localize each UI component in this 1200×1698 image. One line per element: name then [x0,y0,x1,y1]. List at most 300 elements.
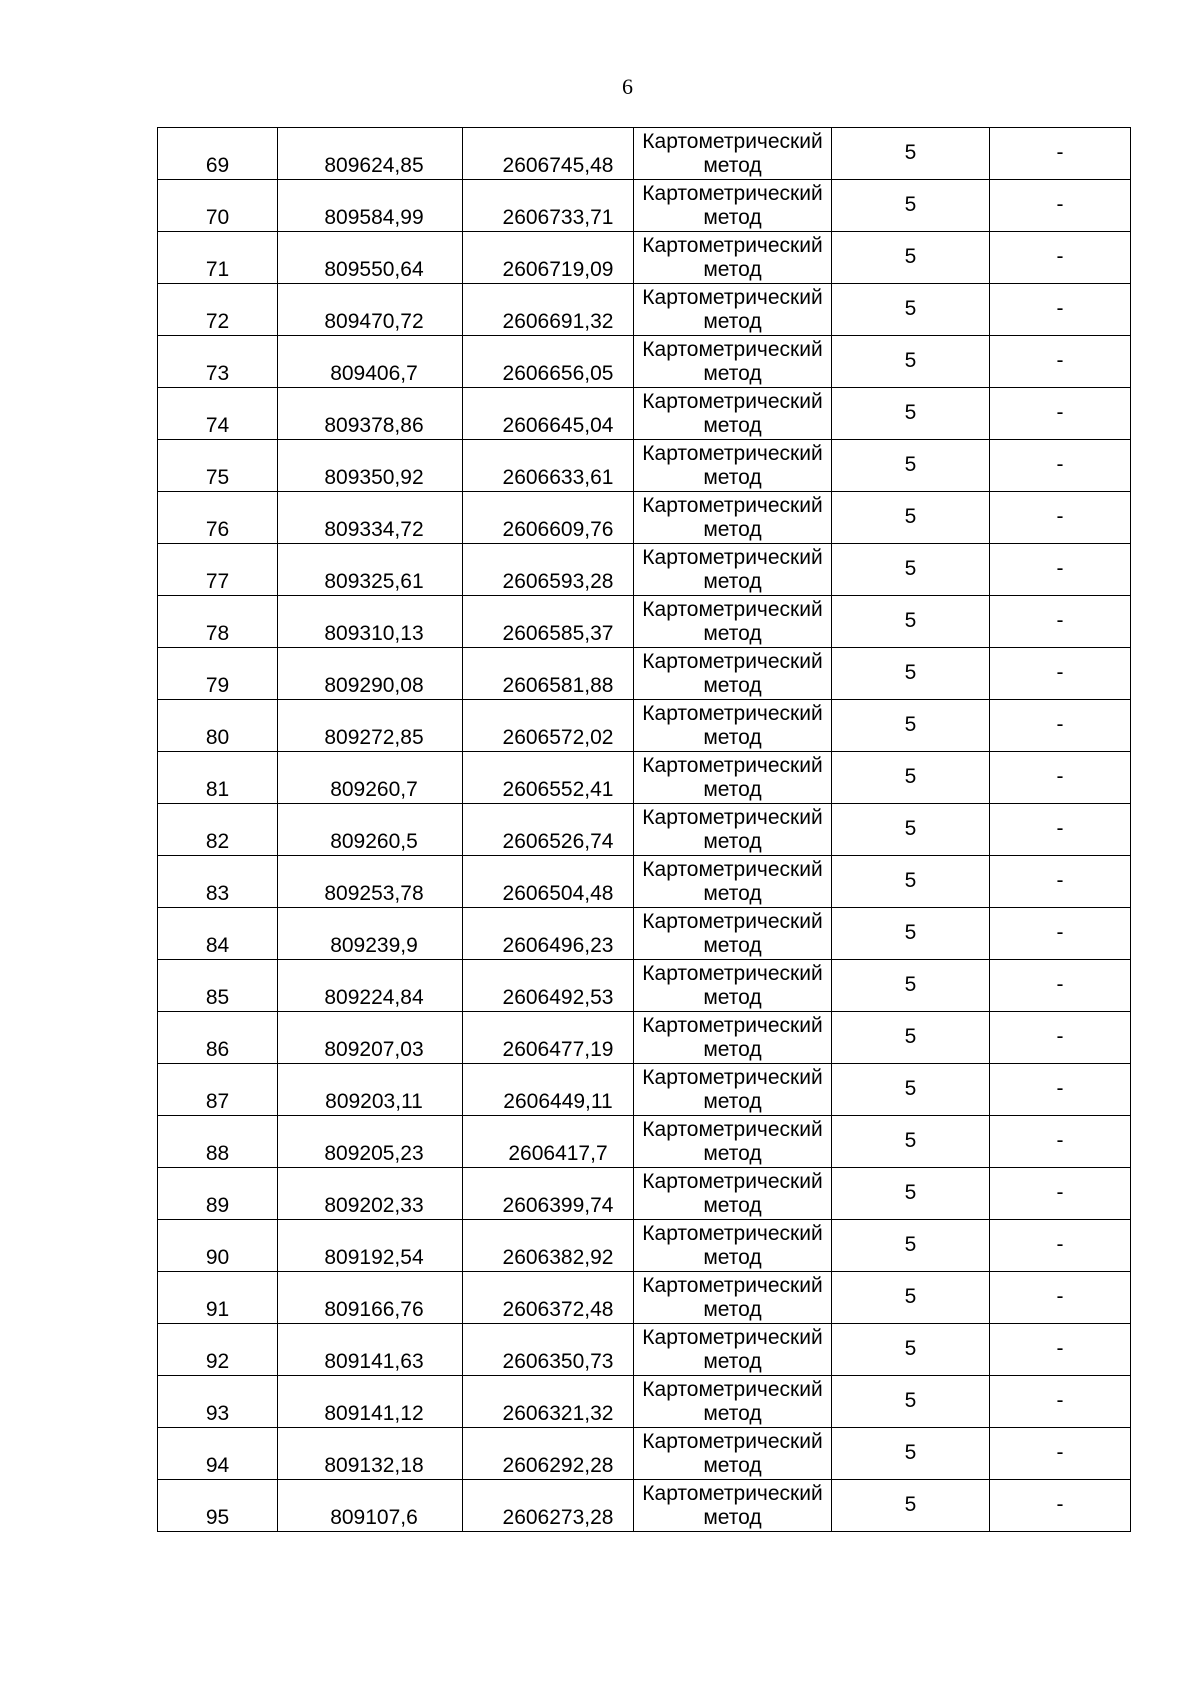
method-line-2: метод [703,1349,762,1373]
point-number-cell [158,1064,278,1116]
note-cell [990,1376,1131,1428]
x-coordinate-cell [278,1480,463,1532]
note-value: - [1056,868,1064,892]
y-coordinate: 2606350,73 [502,1350,614,1373]
y-coordinate-cell [463,648,634,700]
precision-cell [832,960,990,1012]
method-cell [634,232,832,284]
precision-value: 5 [904,556,917,580]
note-value: - [1056,452,1064,476]
note-value: - [1056,1388,1064,1412]
table-row [158,1220,1131,1272]
method-line-2: метод [703,1141,762,1165]
x-coordinate: 809166,76 [324,1298,424,1321]
note-value: - [1056,1076,1064,1100]
precision-cell [832,804,990,856]
y-coordinate-cell [463,440,634,492]
x-coordinate: 809624,85 [324,154,424,177]
note-value: - [1056,1232,1064,1256]
method-line-1: Картометрический [642,1273,823,1297]
method-line-1: Картометрический [642,1221,823,1245]
note-value: - [1056,400,1064,424]
method-line-1: Картометрический [642,1013,823,1037]
x-coordinate-cell [278,440,463,492]
precision-cell [832,128,990,180]
note-value: - [1056,192,1064,216]
precision-cell [832,1012,990,1064]
method-line-2: метод [703,673,762,697]
y-coordinate-cell [463,336,634,388]
note-value: - [1056,1128,1064,1152]
note-cell [990,1324,1131,1376]
method-line-2: метод [703,829,762,853]
y-coordinate: 2606581,88 [502,674,614,697]
table-row [158,1116,1131,1168]
point-number-cell [158,336,278,388]
point-number: 80 [205,726,230,749]
method-line-1: Картометрический [642,389,823,413]
method-cell [634,336,832,388]
note-cell [990,908,1131,960]
method-cell [634,180,832,232]
point-number: 72 [205,310,230,333]
precision-cell [832,284,990,336]
note-cell [990,336,1131,388]
point-number: 81 [205,778,230,801]
table-row [158,596,1131,648]
y-coordinate-cell [463,1272,634,1324]
method-line-2: метод [703,621,762,645]
table-row [158,1480,1131,1532]
y-coordinate: 2606745,48 [502,154,614,177]
x-coordinate-cell [278,1168,463,1220]
precision-cell [832,440,990,492]
point-number-cell [158,544,278,596]
point-number-cell [158,596,278,648]
precision-cell [832,1116,990,1168]
y-coordinate: 2606593,28 [502,570,614,593]
precision-value: 5 [904,400,917,424]
precision-value: 5 [904,1492,917,1516]
x-coordinate: 809141,12 [324,1402,424,1425]
point-number: 79 [205,674,230,697]
x-coordinate: 809550,64 [324,258,424,281]
method-line-1: Картометрический [642,1117,823,1141]
y-coordinate-cell [463,1376,634,1428]
method-line-1: Картометрический [642,1065,823,1089]
point-number: 73 [205,362,230,385]
method-line-1: Картометрический [642,181,823,205]
point-number-cell [158,960,278,1012]
precision-cell [832,180,990,232]
note-value: - [1056,1284,1064,1308]
method-line-2: метод [703,1401,762,1425]
point-number: 87 [205,1090,230,1113]
point-number: 82 [205,830,230,853]
note-value: - [1056,504,1064,528]
precision-cell [832,700,990,752]
precision-value: 5 [904,192,917,216]
table-row [158,1168,1131,1220]
precision-cell [832,1428,990,1480]
method-cell [634,1220,832,1272]
y-coordinate: 2606504,48 [502,882,614,905]
table-row [158,648,1131,700]
y-coordinate-cell [463,1168,634,1220]
method-cell [634,1168,832,1220]
x-coordinate-cell [278,284,463,336]
point-number-cell [158,128,278,180]
precision-cell [832,1272,990,1324]
table-row [158,1428,1131,1480]
point-number-cell [158,388,278,440]
precision-value: 5 [904,764,917,788]
y-coordinate-cell [463,908,634,960]
table-row [158,804,1131,856]
method-line-1: Картометрический [642,805,823,829]
x-coordinate-cell [278,1012,463,1064]
precision-value: 5 [904,244,917,268]
note-cell [990,960,1131,1012]
table-row [158,388,1131,440]
precision-value: 5 [904,348,917,372]
note-cell [990,1012,1131,1064]
point-number-cell [158,1376,278,1428]
y-coordinate: 2606372,48 [502,1298,614,1321]
y-coordinate: 2606477,19 [502,1038,614,1061]
x-coordinate: 809584,99 [324,206,424,229]
precision-value: 5 [904,972,917,996]
precision-cell [832,596,990,648]
method-line-2: метод [703,205,762,229]
method-line-2: метод [703,1245,762,1269]
note-value: - [1056,1180,1064,1204]
x-coordinate-cell [278,700,463,752]
note-value: - [1056,972,1064,996]
method-line-1: Картометрический [642,597,823,621]
y-coordinate: 2606449,11 [503,1090,613,1113]
method-cell [634,128,832,180]
precision-cell [832,1168,990,1220]
note-value: - [1056,1440,1064,1464]
note-cell [990,1480,1131,1532]
x-coordinate-cell [278,544,463,596]
method-cell [634,388,832,440]
method-line-1: Картометрический [642,1377,823,1401]
point-number: 83 [205,882,230,905]
note-cell [990,1116,1131,1168]
precision-cell [832,492,990,544]
note-value: - [1056,920,1064,944]
precision-value: 5 [904,608,917,632]
method-line-2: метод [703,1089,762,1113]
point-number: 93 [205,1402,230,1425]
note-cell [990,492,1131,544]
point-number: 77 [205,570,230,593]
x-coordinate: 809350,92 [324,466,424,489]
y-coordinate-cell [463,1116,634,1168]
note-value: - [1056,140,1064,164]
note-value: - [1056,1336,1064,1360]
precision-value: 5 [904,1440,917,1464]
note-cell [990,388,1131,440]
table-row [158,856,1131,908]
x-coordinate-cell [278,752,463,804]
y-coordinate: 2606572,02 [502,726,614,749]
point-number: 90 [205,1246,230,1269]
point-number: 69 [205,154,230,177]
note-value: - [1056,608,1064,632]
precision-cell [832,336,990,388]
table-row [158,440,1131,492]
method-line-1: Картометрический [642,493,823,517]
precision-value: 5 [904,660,917,684]
page-number: 6 [622,74,633,99]
x-coordinate-cell [278,804,463,856]
x-coordinate-cell [278,960,463,1012]
precision-cell [832,544,990,596]
method-line-1: Картометрический [642,1169,823,1193]
precision-value: 5 [904,1076,917,1100]
method-line-1: Картометрический [642,285,823,309]
method-line-1: Картометрический [642,129,823,153]
x-coordinate: 809378,86 [324,414,424,437]
note-value: - [1056,348,1064,372]
note-cell [990,232,1131,284]
y-coordinate: 2606733,71 [502,206,614,229]
method-line-2: метод [703,881,762,905]
x-coordinate-cell [278,232,463,284]
y-coordinate: 2606645,04 [502,414,614,437]
point-number: 70 [205,206,230,229]
table-row [158,1376,1131,1428]
precision-value: 5 [904,712,917,736]
point-number: 75 [205,466,230,489]
coordinates-table [157,127,1131,1532]
precision-cell [832,232,990,284]
y-coordinate-cell [463,856,634,908]
x-coordinate: 809107,6 [330,1506,418,1529]
method-line-1: Картометрический [642,233,823,257]
note-cell [990,1064,1131,1116]
y-coordinate-cell [463,960,634,1012]
table-row [158,960,1131,1012]
method-line-2: метод [703,153,762,177]
x-coordinate: 809272,85 [324,726,424,749]
precision-cell [832,1480,990,1532]
x-coordinate: 809239,9 [330,934,418,957]
y-coordinate-cell [463,1428,634,1480]
table-row [158,492,1131,544]
point-number: 78 [205,622,230,645]
method-cell [634,908,832,960]
point-number: 84 [205,934,230,957]
method-line-2: метод [703,517,762,541]
y-coordinate: 2606633,61 [502,466,614,489]
y-coordinate-cell [463,492,634,544]
point-number-cell [158,856,278,908]
y-coordinate: 2606719,09 [502,258,614,281]
y-coordinate: 2606273,28 [502,1506,614,1529]
precision-value: 5 [904,816,917,840]
method-line-2: метод [703,985,762,1009]
y-coordinate-cell [463,1324,634,1376]
y-coordinate: 2606691,32 [502,310,614,333]
x-coordinate: 809192,54 [324,1246,424,1269]
note-value: - [1056,816,1064,840]
precision-cell [832,752,990,804]
method-cell [634,544,832,596]
table-row [158,1012,1131,1064]
table-row [158,336,1131,388]
x-coordinate: 809310,13 [324,622,424,645]
precision-value: 5 [904,1180,917,1204]
y-coordinate-cell [463,232,634,284]
note-cell [990,752,1131,804]
precision-cell [832,1064,990,1116]
x-coordinate-cell [278,1064,463,1116]
point-number: 95 [205,1506,230,1529]
x-coordinate-cell [278,388,463,440]
method-line-1: Картометрический [642,649,823,673]
x-coordinate-cell [278,128,463,180]
method-cell [634,284,832,336]
y-coordinate-cell [463,284,634,336]
point-number-cell [158,648,278,700]
method-line-1: Картометрический [642,1429,823,1453]
y-coordinate-cell [463,1220,634,1272]
y-coordinate: 2606656,05 [502,362,614,385]
table-row [158,1272,1131,1324]
precision-value: 5 [904,1128,917,1152]
precision-value: 5 [904,1336,917,1360]
method-cell [634,960,832,1012]
table-row [158,1064,1131,1116]
method-line-1: Картометрический [642,337,823,361]
method-line-2: метод [703,413,762,437]
precision-value: 5 [904,140,917,164]
point-number-cell [158,804,278,856]
point-number-cell [158,752,278,804]
x-coordinate: 809207,03 [324,1038,424,1061]
method-line-2: метод [703,309,762,333]
point-number-cell [158,1012,278,1064]
method-line-1: Картометрический [642,753,823,777]
x-coordinate: 809334,72 [324,518,424,541]
y-coordinate: 2606492,53 [502,986,614,1009]
method-line-2: метод [703,777,762,801]
method-cell [634,1376,832,1428]
x-coordinate: 809202,33 [324,1194,424,1217]
note-value: - [1056,1024,1064,1048]
method-cell [634,1324,832,1376]
note-cell [990,544,1131,596]
precision-value: 5 [904,1388,917,1412]
method-cell [634,804,832,856]
note-value: - [1056,556,1064,580]
point-number-cell [158,180,278,232]
x-coordinate-cell [278,908,463,960]
point-number-cell [158,700,278,752]
precision-cell [832,1220,990,1272]
y-coordinate: 2606609,76 [502,518,614,541]
x-coordinate-cell [278,180,463,232]
y-coordinate-cell [463,752,634,804]
point-number: 86 [205,1038,230,1061]
point-number: 85 [205,986,230,1009]
point-number-cell [158,908,278,960]
x-coordinate: 809253,78 [324,882,424,905]
method-line-2: метод [703,361,762,385]
point-number-cell [158,440,278,492]
note-cell [990,1220,1131,1272]
table-row [158,284,1131,336]
method-cell [634,1064,832,1116]
point-number-cell [158,1220,278,1272]
method-cell [634,752,832,804]
method-line-2: метод [703,1193,762,1217]
x-coordinate-cell [278,1220,463,1272]
note-cell [990,440,1131,492]
y-coordinate-cell [463,804,634,856]
method-line-1: Картометрический [642,701,823,725]
method-line-1: Картометрический [642,961,823,985]
x-coordinate: 809205,23 [324,1142,424,1165]
note-cell [990,856,1131,908]
note-value: - [1056,764,1064,788]
method-line-1: Картометрический [642,1481,823,1505]
method-cell [634,648,832,700]
note-value: - [1056,1492,1064,1516]
note-cell [990,700,1131,752]
point-number: 91 [205,1298,230,1321]
x-coordinate: 809203,11 [325,1090,423,1113]
point-number-cell [158,1168,278,1220]
method-cell [634,596,832,648]
precision-value: 5 [904,920,917,944]
precision-cell [832,1324,990,1376]
x-coordinate: 809132,18 [324,1454,424,1477]
point-number-cell [158,1428,278,1480]
note-cell [990,128,1131,180]
method-line-2: метод [703,1037,762,1061]
table-row [158,128,1131,180]
y-coordinate-cell [463,544,634,596]
method-cell [634,856,832,908]
table-row [158,908,1131,960]
precision-value: 5 [904,452,917,476]
note-cell [990,284,1131,336]
x-coordinate-cell [278,492,463,544]
method-line-2: метод [703,1453,762,1477]
note-cell [990,804,1131,856]
x-coordinate: 809406,7 [330,362,418,385]
table-row [158,232,1131,284]
note-value: - [1056,712,1064,736]
x-coordinate: 809260,5 [330,830,418,853]
precision-value: 5 [904,1024,917,1048]
note-cell [990,1428,1131,1480]
method-cell [634,1116,832,1168]
y-coordinate-cell [463,388,634,440]
method-line-2: метод [703,257,762,281]
point-number-cell [158,492,278,544]
method-cell [634,440,832,492]
point-number: 71 [205,258,230,281]
method-line-2: метод [703,933,762,957]
x-coordinate-cell [278,856,463,908]
x-coordinate: 809325,61 [324,570,424,593]
